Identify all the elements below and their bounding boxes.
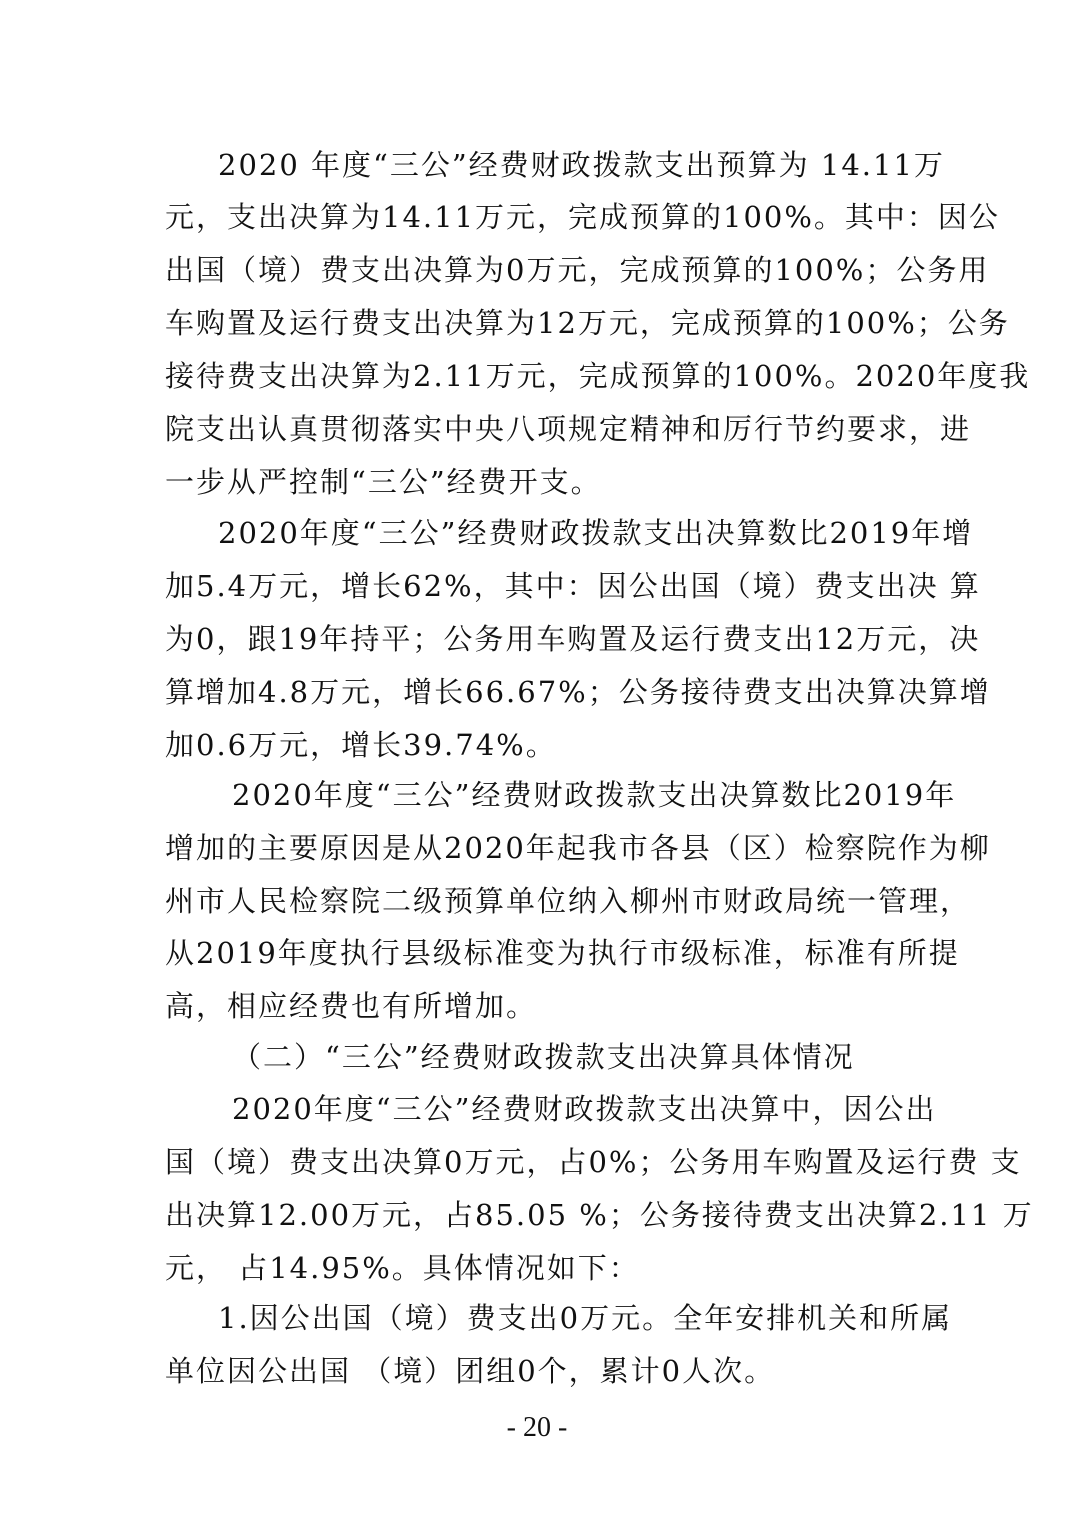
paragraph-1-line-4: 车购置及运行费支出决算为12万元，完成预算的100%；公务 (165, 306, 1010, 340)
paragraph-4-line-2: 国（境）费支出决算0万元，占0%；公务用车购置及运行费 支 (165, 1145, 1022, 1179)
page-number: - 20 - (506, 1412, 568, 1443)
paragraph-1-line-7: 一步从严控制“三公”经费开支。 (165, 465, 602, 499)
paragraph-2-line-3: 为0，跟19年持平；公务用车购置及运行费支出12万元，决 (165, 622, 981, 656)
paragraph-1-line-2: 元，支出决算为14.11万元，完成预算的100%。其中：因公 (165, 200, 1000, 234)
paragraph-2-line-4: 算增加4.8万元，增长66.67%；公务接待费支出决算决算增 (165, 675, 991, 709)
paragraph-1-line-6: 院支出认真贯彻落实中央八项规定精神和厉行节约要求，进 (165, 412, 972, 446)
paragraph-3-line-3: 州市人民检察院二级预算单位纳入柳州市财政局统一管理， (165, 884, 972, 918)
paragraph-3-line-4: 从2019年度执行县级标准变为执行市级标准，标准有所提 (165, 936, 960, 970)
paragraph-3-line-1: 2020年度“三公”经费财政拨款支出决算数比2019年 (232, 778, 957, 812)
paragraph-4-line-4: 元， 占14.95%。具体情况如下： (165, 1251, 640, 1285)
paragraph-4-line-1: 2020年度“三公”经费财政拨款支出决算中，因公出 (232, 1092, 937, 1126)
paragraph-5-line-2: 单位因公出国 （境）团组0个，累计0人次。 (165, 1354, 776, 1388)
section-heading: （二）“三公”经费财政拨款支出决算具体情况 (232, 1040, 855, 1074)
paragraph-1-line-5: 接待费支出决算为2.11万元，完成预算的100%。2020年度我 (165, 359, 1031, 393)
paragraph-2-line-2: 加5.4万元，增长62%，其中：因公出国（境）费支出决 算 (165, 569, 981, 603)
paragraph-1-line-3: 出国（境）费支出决算为0万元，完成预算的100%；公务用 (165, 253, 990, 287)
paragraph-3-line-2: 增加的主要原因是从2020年起我市各县（区）检察院作为柳 (165, 831, 991, 865)
paragraph-2-line-5: 加0.6万元，增长39.74%。 (165, 728, 557, 762)
paragraph-1-line-1: 2020 年度“三公”经费财政拨款支出预算为 14.11万 (218, 148, 945, 182)
paragraph-3-line-5: 高，相应经费也有所增加。 (165, 989, 538, 1023)
paragraph-4-line-3: 出决算12.00万元，占85.05 %；公务接待费支出决算2.11 万 (165, 1198, 1034, 1232)
paragraph-5-line-1: 1.因公出国（境）费支出0万元。全年安排机关和所属 (218, 1301, 953, 1335)
paragraph-2-line-1: 2020年度“三公”经费财政拨款支出决算数比2019年增 (218, 516, 974, 550)
